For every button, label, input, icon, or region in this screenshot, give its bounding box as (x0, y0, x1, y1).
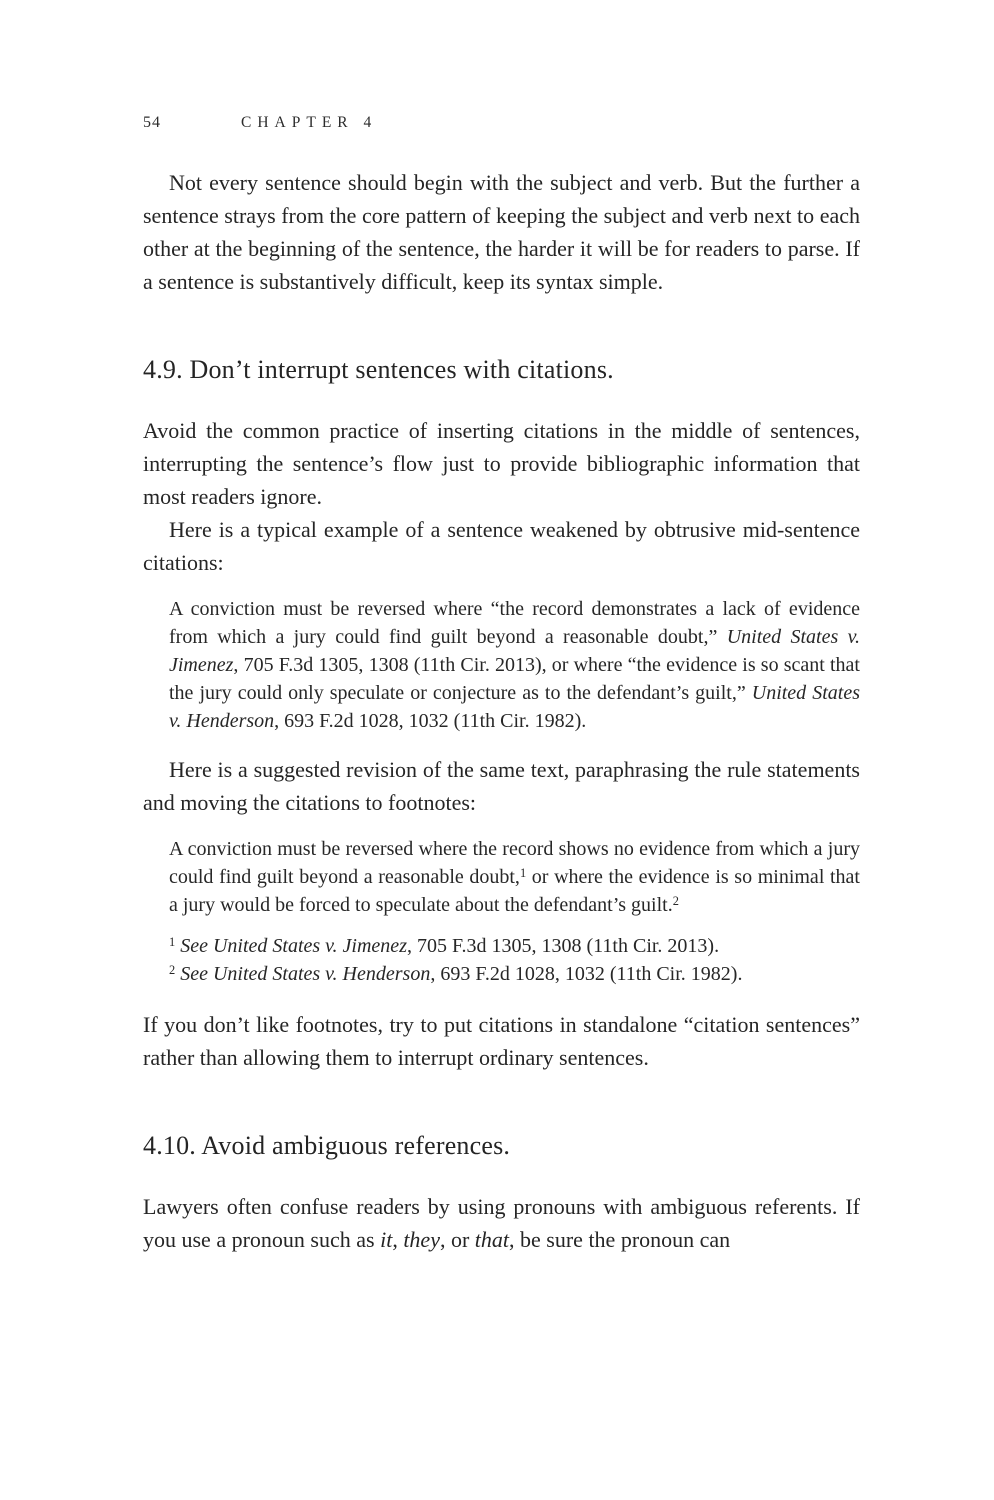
paragraph-avoid-citations: Avoid the common practice of inserting citations in the middle of sentences, interrupting the sentence’s flow just to provide bibliographic information that most readers ignore. (143, 418, 860, 509)
section-heading-4-9: 4.9. Don’t interrupt sentences with citations. (143, 355, 614, 384)
running-head (143, 114, 860, 132)
blockquote-original-example: A conviction must be reversed where “the record demonstrates a lack of evidence from which a jury could find guilt beyond a reasonable doubt,” United States v. Jimenez, 705 F.3d 1305, 1308 (11th Cir. 2013), or where “the evidence is so scant that the jury could only speculate or conjecture as to the defendant’s guilt,” United States v. Henderson, 693 F.2d 1028, 1032 (11th Cir. 1982). (169, 598, 860, 732)
page-number: 54 (143, 114, 161, 131)
blockquote-revised-example: A conviction must be reversed where the record shows no evidence from which a jury could find guilt beyond a reasonable doubt,$^1$ or where the evidence is so minimal that a jury would be forced to speculate about the defendant’s guilt.$^2$ (169, 838, 860, 916)
paragraph-intro: Not every sentence should begin with the subject and verb. But the further a sentence strays from the core pattern of keeping the subject and verb next to each other at the beginning of the sentence, the harder it will be for readers to parse. If a sentence is substantively difficult, keep its syntax simple. (143, 170, 860, 294)
footnote-1: $^1$ See United States v. Jimenez, 705 F.3d 1305, 1308 (11th Cir. 2013). (169, 935, 720, 957)
section-heading-4-10: 4.10. Avoid ambiguous references. (143, 1131, 511, 1160)
chapter-title: CHAPTER 4 (241, 114, 378, 131)
paragraph-here-typical: Here is a typical example of a sentence weakened by obtrusive mid-sentence citations: (143, 517, 860, 575)
paragraph-here-suggested: Here is a suggested revision of the same text, paraphrasing the rule statements and moving the citations to footnotes: (143, 757, 860, 815)
footnotes (169, 932, 860, 988)
footnote-2: $^2$ See United States v. Henderson, 693 F.2d 1028, 1032 (11th Cir. 1982). (169, 963, 743, 985)
paragraph-if-you-dont-like: If you don’t like footnotes, try to put citations in standalone “citation sentences” rather than allowing them to interrupt ordinary sentences. (143, 1012, 860, 1070)
paragraph-lawyers-pronouns: Lawyers often confuse readers by using pronouns with ambiguous referents. If you use a pronoun such as it, they, or that, be sure the pronoun can (143, 1194, 860, 1252)
